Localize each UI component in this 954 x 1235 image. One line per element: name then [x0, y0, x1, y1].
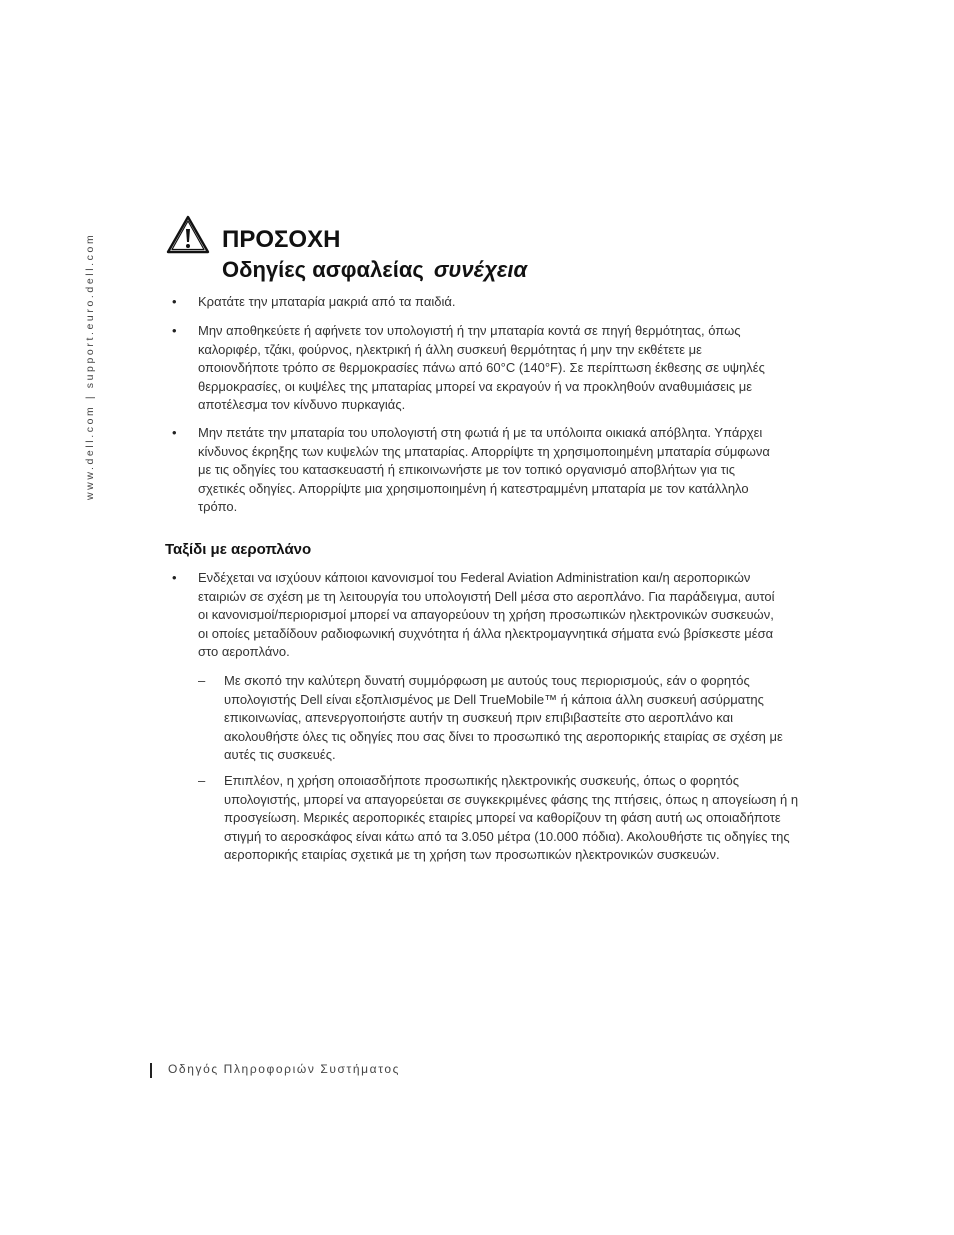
list-item — [172, 569, 776, 662]
continued-label: συνέχεια — [433, 257, 528, 282]
bullet-marker: • — [172, 323, 177, 338]
sub-list-item-text: Επιπλέον, η χρήση οποιασδήποτε προσωπικής ηλεκτρονικής συσκευής, όπως ο φορητός υπολογιστής, μπορεί να απαγορεύεται σε συγκεκριμένες φάσης της πτήσεις, όπως η απογείωση ή η προσγείωση. Μερικές αεροπορικές εταιρίες μπορεί να καθορίζουν τη φάση αυτή ως οποιαδήποτε στιγμή το αεροσκάφος είναι κάτω από τα 3.050 μέτρα (10.000 πόδια). Ακολουθήστε τις οδηγίες της αεροπορικής εταιρίας σχετικά με τη χρήση των προσωπικών ηλεκτρονικών συσκευών. — [224, 773, 799, 863]
subtitle-text: Οδηγίες ασφαλείας — [222, 257, 424, 282]
dash-marker: – — [198, 673, 206, 688]
footer-title: Οδηγός Πληροφοριών Συστήματος — [168, 1062, 401, 1076]
page-subtitle — [222, 256, 527, 284]
footer-divider — [150, 1063, 152, 1078]
list-item-text: Μην πετάτε την μπαταρία του υπολογιστή στη φωτιά ή με τα υπόλοιπα οικιακά απόβλητα. Υπάρχει κίνδυνος έκρηξης των κυψελών της μπαταρίας. Απορρίψτε τη χρησιμοποιημένη μπαταρία σύμφωνα με τις οδηγίες του κατασκευαστή ή επικοινωνήστε με τον τοπικό οργανισμό αποβλήτων για τις σχετικές οδηγίες. Απορρίψτε μια χρησιμοποιημένη ή κατεστραμμένη μπαταρία με τον κατάλληλο τρόπο. — [198, 425, 770, 515]
dash-marker: – — [198, 773, 206, 788]
list-item — [172, 293, 776, 312]
battery-item-list — [172, 424, 776, 517]
list-item — [172, 424, 776, 517]
sidebar-url: www.dell.com | support.euro.dell.com — [84, 232, 96, 500]
battery-item-list — [172, 293, 776, 312]
bullet-marker: • — [172, 294, 177, 309]
sub-list-item — [198, 672, 802, 765]
list-item-text: Μην αποθηκεύετε ή αφήνετε τον υπολογιστή ή την μπαταρία κοντά σε πηγή θερμότητας, όπως καλοριφέρ, τζάκι, φούρνος, ηλεκτρική ή άλλη συσκευή θερμότητας ή μην την εκθέτετε με οποιονδήποτε τρόπο σε θερμοκρασίες πάνω από 60°C (140°F). Σε περίπτωση έκθεσης σε υψηλές θερμοκρασίες, οι κυψέλες της μπαταρίας μπορεί να εκραγούν ή να προκληθούν αναθυμιάσεις με αποτέλεσμα τον κίνδυνο πυρκαγιάς. — [198, 323, 765, 413]
bullet-marker: • — [172, 570, 177, 585]
sub-list-item-text: Με σκοπό την καλύτερη δυνατή συμμόρφωση με αυτούς τους περιορισμούς, εάν ο φορητός υπολογιστής Dell είναι εξοπλισμένος με Dell TrueMobile™ ή κάποια άλλη συσκευή ασύρματης επικοινωνίας, απενεργοποιήστε αυτήν τη συσκευή πριν επιβιβαστείτε στο αεροπλάνο και ακολουθήστε όλες τις οδηγίες που σας δίνει το προσωπικό της αεροπορικής εταιρίας σε σχέση με αυτές τις συσκευές. — [224, 673, 783, 763]
sub-list-item — [198, 772, 802, 865]
bullet-marker: • — [172, 425, 177, 440]
list-item — [172, 322, 776, 415]
air-travel-list — [172, 569, 776, 662]
section-heading: Ταξίδι με αεροπλάνο — [165, 541, 312, 558]
battery-item-list — [172, 322, 776, 415]
warning-triangle-icon — [166, 215, 210, 255]
list-item-text: Ενδέχεται να ισχύουν κάποιοι κανονισμοί του Federal Aviation Administration και/η αεροπορικών εταιριών σε σχέση με τη λειτουργία του υπολογιστή Dell μέσα στο αεροπλάνο. Για παράδειγμα, αυτοί οι κανονισμοί/περιορισμοί μπορεί να απαγορεύουν τη χρήση προσωπικών ηλεκτρονικών συσκευών, οι οποίες μεταδίδουν ραδιοφωνική συχνότητα ή άλλα ηλεκτρομαγνητικά σήματα ενώ βρίσκεστε μέσα στο αεροπλάνο. — [198, 570, 775, 660]
list-item-text: Κρατάτε την μπαταρία μακριά από τα παιδιά. — [198, 294, 456, 309]
page-title: ΠΡΟΣΟΧΗ — [222, 226, 341, 253]
